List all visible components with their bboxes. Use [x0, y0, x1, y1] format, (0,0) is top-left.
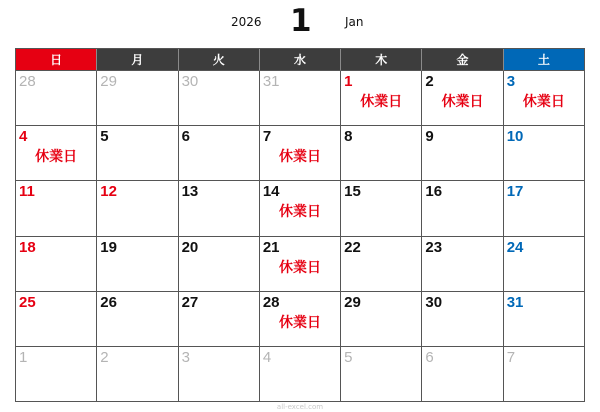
day-cell [179, 126, 260, 181]
site-credit: all-excel.com [276, 403, 324, 411]
day-number: 6 [181, 128, 190, 146]
day-cell [422, 71, 503, 126]
day-number: 16 [425, 183, 443, 201]
weekday-header-0: 日 [16, 49, 97, 71]
weekday-header-5: 金 [422, 49, 503, 71]
day-number: 4 [262, 348, 272, 366]
day-cell [260, 292, 341, 347]
day-cell [260, 126, 341, 181]
calendar-grid [15, 48, 585, 402]
day-cell [504, 292, 585, 347]
day-cell [341, 71, 422, 126]
holiday-note: 休業日 [522, 94, 565, 110]
day-cell [16, 292, 97, 347]
day-cell [504, 181, 585, 236]
day-number: 31 [506, 293, 524, 311]
day-number: 29 [100, 73, 117, 90]
day-number: 12 [100, 183, 117, 201]
day-cell [97, 71, 178, 126]
day-number: 7 [506, 348, 516, 366]
day-cell [97, 292, 178, 347]
day-number: 26 [100, 293, 117, 311]
day-number: 27 [181, 293, 199, 311]
day-cell [260, 347, 341, 402]
holiday-note: 休業日 [35, 149, 78, 166]
day-number: 2 [425, 73, 434, 90]
day-number: 1 [19, 348, 28, 366]
day-cell [341, 237, 422, 292]
day-cell [341, 347, 422, 402]
day-number: 13 [181, 183, 199, 201]
day-number: 31 [262, 73, 280, 90]
year-label: 2026 [231, 15, 262, 29]
weekday-header-1: 月 [97, 49, 178, 71]
day-cell [504, 126, 585, 181]
day-cell [341, 292, 422, 347]
day-number: 30 [181, 73, 199, 90]
day-cell [422, 181, 503, 236]
holiday-note: 休業日 [278, 259, 321, 276]
day-cell [97, 181, 178, 236]
day-cell [422, 237, 503, 292]
day-number: 5 [344, 348, 353, 366]
day-number: 3 [506, 73, 516, 90]
day-cell [422, 347, 503, 402]
day-number: 11 [19, 183, 35, 201]
day-cell [97, 126, 178, 181]
day-number: 6 [425, 348, 434, 366]
day-cell [422, 126, 503, 181]
day-number: 7 [262, 128, 272, 146]
day-number: 22 [344, 238, 361, 256]
day-number: 19 [100, 238, 117, 256]
day-cell [16, 237, 97, 292]
day-number: 23 [425, 238, 443, 256]
weekday-header-4: 木 [341, 49, 422, 71]
day-number: 24 [506, 238, 524, 256]
day-number: 25 [19, 293, 36, 311]
day-number: 29 [344, 293, 361, 311]
day-number: 4 [19, 128, 28, 146]
day-number: 15 [344, 183, 361, 201]
day-cell [179, 71, 260, 126]
day-cell [179, 347, 260, 402]
month-number: 1 [290, 3, 312, 39]
day-cell [179, 237, 260, 292]
day-number: 28 [262, 293, 280, 311]
holiday-note: 休業日 [441, 94, 484, 110]
day-cell [97, 347, 178, 402]
day-cell [16, 347, 97, 402]
day-number: 30 [425, 293, 443, 311]
day-cell [179, 292, 260, 347]
day-number: 8 [344, 128, 353, 146]
day-number: 21 [262, 238, 280, 256]
day-cell [504, 347, 585, 402]
day-cell [16, 181, 97, 236]
day-cell [260, 237, 341, 292]
day-number: 28 [19, 73, 36, 90]
day-cell [504, 237, 585, 292]
day-cell [504, 71, 585, 126]
day-cell [341, 181, 422, 236]
day-number: 3 [181, 348, 190, 366]
day-cell [341, 126, 422, 181]
day-cell [179, 181, 260, 236]
day-cell [16, 126, 97, 181]
day-number: 1 [344, 73, 353, 90]
day-number: 20 [181, 238, 199, 256]
day-cell [97, 237, 178, 292]
day-number: 5 [100, 128, 109, 146]
holiday-note: 休業日 [360, 94, 403, 110]
weekday-header-3: 水 [260, 49, 341, 71]
day-cell [260, 181, 341, 236]
day-number: 10 [506, 128, 524, 146]
holiday-note: 休業日 [278, 204, 321, 221]
day-number: 14 [262, 183, 280, 201]
month-english-label: Jan [345, 15, 364, 29]
weekday-header-6: 土 [504, 49, 585, 71]
day-cell [260, 71, 341, 126]
day-number: 18 [19, 238, 36, 256]
day-number: 9 [425, 128, 434, 146]
holiday-note: 休業日 [278, 314, 321, 331]
calendar-header [0, 0, 600, 48]
day-cell [422, 292, 503, 347]
day-number: 2 [100, 348, 109, 366]
weekday-header-2: 火 [179, 49, 260, 71]
holiday-note: 休業日 [278, 149, 321, 166]
day-number: 17 [506, 183, 524, 201]
day-cell [16, 71, 97, 126]
